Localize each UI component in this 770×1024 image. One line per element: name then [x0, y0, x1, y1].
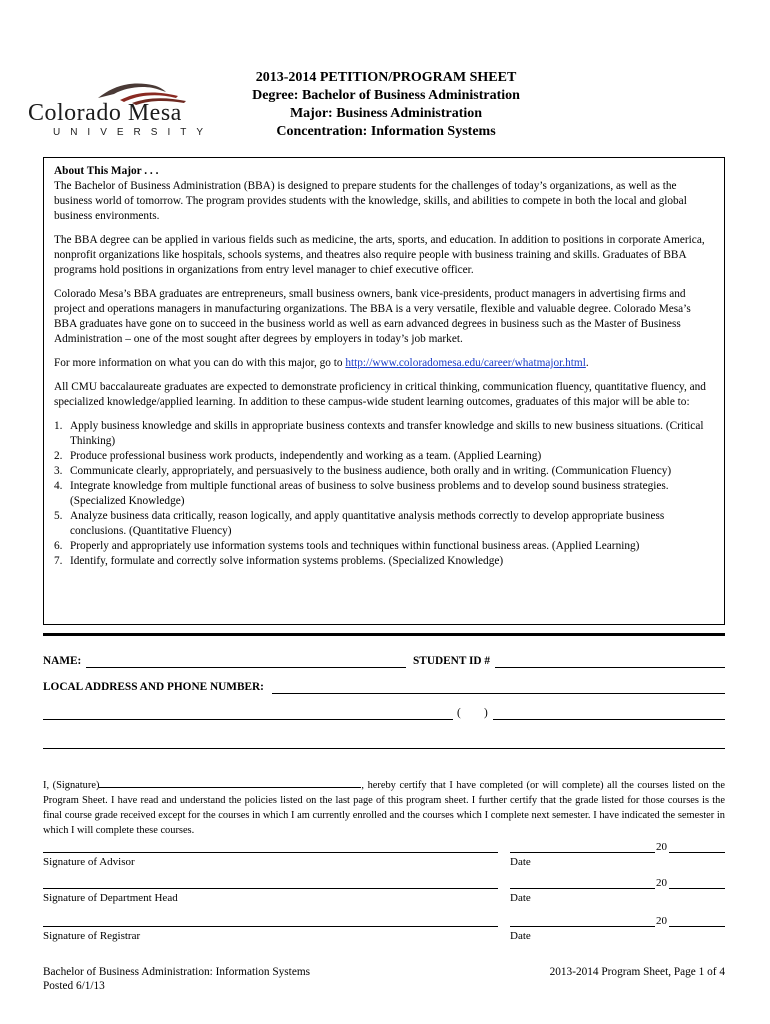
certification-statement	[43, 777, 725, 838]
outcome-number: 4.	[54, 480, 63, 492]
advisor-year-field[interactable]	[669, 852, 725, 853]
student-signature-field[interactable]	[99, 777, 361, 788]
address-field[interactable]	[272, 693, 725, 694]
header-degree: Degree: Bachelor of Business Administration	[252, 88, 520, 103]
outcome-number: 3.	[54, 465, 63, 477]
registrar-date-label: Date	[510, 930, 531, 942]
more-info-period: .	[585, 357, 589, 369]
about-heading: About This Major . . .	[54, 165, 159, 177]
phone-field[interactable]	[493, 719, 725, 720]
department-head-signature-field[interactable]	[43, 888, 498, 889]
divider-line	[43, 748, 725, 749]
advisor-date-field[interactable]	[510, 852, 655, 853]
learning-outcomes-list	[54, 419, 714, 569]
outcome-text: Properly and appropriately use information systems tools and techniques within functional business areas. (Applied Learning)	[70, 540, 640, 552]
header-major: Major: Business Administration	[289, 106, 483, 121]
footer-posted: Posted 6/1/13	[43, 980, 105, 992]
department-head-year-prefix: 20	[656, 877, 667, 889]
footer-page-number: 2013-2014 Program Sheet, Page 1 of 4	[549, 966, 725, 978]
student-id-field[interactable]	[495, 667, 725, 668]
certify-prefix: I, (Signature)	[43, 780, 100, 791]
logo-wordmark: Colorado Mesa	[28, 100, 182, 126]
list-item	[54, 449, 714, 464]
outcome-text: Identify, formulate and correctly solve information systems problems. (Specialized Knowledge)	[70, 555, 504, 567]
outcome-text: Communicate clearly, appropriately, and persuasively to the business audience, both orally and in writing. (Communication Fluency)	[70, 465, 672, 477]
student-id-label: STUDENT ID #	[413, 655, 491, 667]
list-item	[54, 554, 714, 569]
list-item	[54, 479, 714, 509]
outcome-number: 2.	[54, 450, 63, 462]
advisor-signature-label: Signature of Advisor	[43, 856, 135, 868]
about-paragraph-4	[54, 356, 714, 371]
list-item	[54, 539, 714, 554]
department-head-date-field[interactable]	[510, 888, 655, 889]
name-label: NAME:	[43, 655, 82, 667]
advisor-signature-field[interactable]	[43, 852, 498, 853]
list-item	[54, 464, 714, 479]
document-header	[236, 69, 536, 141]
outcome-number: 5.	[54, 510, 63, 522]
more-info-text: For more information on what you can do with this major, go to	[54, 357, 346, 369]
registrar-date-field[interactable]	[510, 926, 655, 927]
footer-program: Bachelor of Business Administration: Information Systems	[43, 966, 311, 978]
name-field[interactable]	[86, 667, 406, 668]
outcome-text: Integrate knowledge from multiple functional areas of business to solve business problems and to develop sound business strategies. (Specialized Knowledge)	[70, 480, 669, 507]
registrar-year-prefix: 20	[656, 915, 667, 927]
footer-left	[43, 965, 310, 993]
list-item	[54, 419, 714, 449]
outcome-number: 1.	[54, 420, 63, 432]
department-head-signature-label: Signature of Department Head	[43, 892, 178, 904]
outcome-text: Apply business knowledge and skills in appropriate business contexts and transfer knowledge and skills to new business situations. (Critical Thinking)	[70, 420, 704, 447]
about-paragraph-2: The BBA degree can be applied in various fields such as medicine, the arts, sports, and education. In addition to positions in corporate America, nonprofit organizations like hospitals, schools systems, and theatres also require people with business training and skills. Graduates of BBA programs hold positions in organizations from entry level manager to chief executive officer.	[54, 234, 705, 276]
outcome-number: 6.	[54, 540, 63, 552]
outcome-text: Produce professional business work products, independently and working as a team. (Applied Learning)	[70, 450, 542, 462]
department-head-date-label: Date	[510, 892, 531, 904]
phone-close-paren: )	[484, 707, 488, 719]
logo-university: UNIVERSITY	[52, 127, 213, 138]
advisor-year-prefix: 20	[656, 841, 667, 853]
outcome-number: 7.	[54, 555, 63, 567]
university-logo	[28, 76, 238, 138]
about-paragraph-1: The Bachelor of Business Administration (BBA) is designed to prepare students for the challenges of today’s organizations, as well as the business world of tomorrow. The program provides students with the knowledge, skills, and abilities to compete in both the local and global business environments.	[54, 180, 687, 222]
about-paragraph-3: Colorado Mesa’s BBA graduates are entrepreneurs, small business owners, bank vice-presidents, product managers in advertising firms and project and operations managers in manufacturing organizations. The BBA is a very versatile, flexible and valuable degree. Colorado Mesa’s BBA graduates have gone on to succeed in the business world as well as earn advanced degrees in business such as the Master of Business Administration – one of the most sought after degrees by employers in today’s job market.	[54, 288, 691, 345]
header-concentration: Concentration: Information Systems	[276, 124, 496, 139]
section-divider	[43, 633, 725, 636]
registrar-signature-field[interactable]	[43, 926, 498, 927]
about-major-box	[43, 157, 725, 625]
about-paragraph-5: All CMU baccalaureate graduates are expected to demonstrate proficiency in critical thinking, communication fluency, quantitative fluency, and specialized knowledge/applied learning. In addition to these campus-wide student learning outcomes, graduates of this major will be able to:	[54, 381, 706, 408]
address-label: LOCAL ADDRESS AND PHONE NUMBER:	[43, 681, 264, 693]
registrar-year-field[interactable]	[669, 926, 725, 927]
header-title: 2013-2014 PETITION/PROGRAM SHEET	[255, 70, 517, 85]
list-item	[54, 509, 714, 539]
phone-open-paren: (	[457, 707, 461, 719]
address-line-2-field[interactable]	[43, 719, 453, 720]
certify-text: , hereby certify that I have completed (or will complete) all the courses listed on the Program Sheet. I have read and understand the policies listed on the last page of this program sheet. I further certify that the grade listed for those courses is the final course grade received except for the courses in which I am currently enrolled and the courses which I complete next semester. I have indicated the semester in which I will complete these courses.	[43, 780, 725, 836]
advisor-date-label: Date	[510, 856, 531, 868]
career-link[interactable]: http://www.coloradomesa.edu/career/whatmajor.html	[345, 357, 586, 369]
registrar-signature-label: Signature of Registrar	[43, 930, 141, 942]
department-head-year-field[interactable]	[669, 888, 725, 889]
outcome-text: Analyze business data critically, reason logically, and apply quantitative analysis methods correctly to develop appropriate business conclusions. (Quantitative Fluency)	[70, 510, 665, 537]
